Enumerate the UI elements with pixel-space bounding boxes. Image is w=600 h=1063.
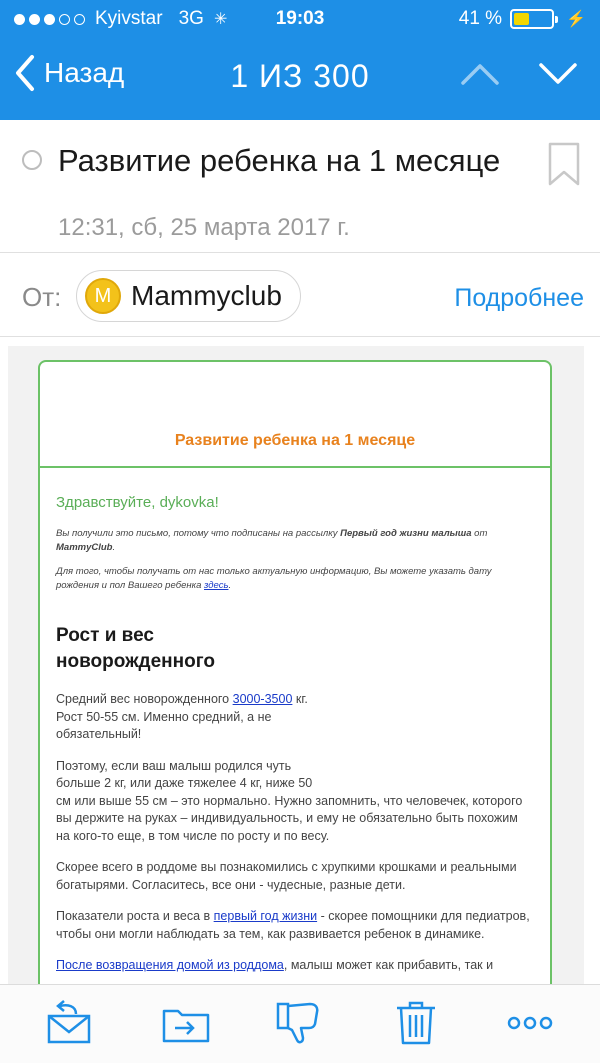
message-subject: Развитие ребенка на 1 месяце	[58, 143, 501, 178]
status-bar	[0, 0, 600, 40]
from-label: От:	[22, 282, 62, 312]
email-title: Развитие ребенка на 1 месяце	[174, 432, 416, 449]
bottom-toolbar	[0, 984, 600, 1063]
from-divider	[0, 336, 600, 337]
move-to-folder-button[interactable]	[160, 997, 212, 1049]
sender-chip[interactable]	[76, 270, 301, 322]
section-title: Рост и вес новорожденного	[56, 625, 216, 672]
email-greeting: Здравствуйте, dykovka!	[56, 494, 219, 511]
header-divider	[0, 252, 600, 253]
more-icon	[506, 1015, 554, 1031]
message-header	[0, 120, 600, 250]
status-time: 19:03	[275, 8, 325, 29]
email-body	[8, 346, 584, 986]
activity-spinner-icon: ✳	[213, 11, 228, 28]
birthdate-note: Для того, чтобы получать от нас только актуальную информацию, Вы можете указать дату рождения и пол Вашего ребенка здесь.	[56, 566, 492, 591]
status-right	[459, 8, 586, 30]
first-year-link[interactable]: первый год жизни	[213, 909, 318, 923]
weight-link[interactable]: 3000-3500	[232, 692, 293, 706]
next-message-button[interactable]	[538, 62, 578, 91]
spam-button[interactable]	[272, 997, 324, 1049]
paragraph-normal: Поэтому, если ваш малыш родился чуть больше 2 кг, или даже тяжелее 4 кг, ниже 50 см или выше 55 см – это нормально. Нужно запомнить, что человечек, которого вы держите на руках – индивидуальность, и ему не обязательно быть похожим на кого-то еще, в том числе по росту и по весу.	[56, 758, 523, 843]
thumbs-down-icon	[274, 1000, 322, 1046]
subscription-note: Вы получили это письмо, потому что подписаны на рассылку Первый год жизни малыша от MammyClub.	[56, 528, 488, 553]
charging-bolt-icon: ⚡	[566, 11, 586, 28]
trash-icon	[394, 999, 438, 1047]
back-label: Назад	[44, 57, 125, 88]
carrier-name: Kyivstar	[95, 8, 163, 29]
top-bar	[0, 0, 600, 120]
details-link[interactable]: Подробнее	[454, 284, 584, 312]
bookmark-icon	[548, 142, 580, 186]
reply-button[interactable]	[44, 997, 96, 1049]
from-row	[0, 262, 600, 332]
chevron-down-icon	[538, 62, 578, 86]
message-date: 12:31, сб, 25 марта 2017 г.	[58, 214, 350, 241]
paragraph-pediatrics: Показатели роста и веса в первый год жизни - скорее помощники для педиатров, чтобы они могли наблюдать за тем, как развивается ребенок в динамике.	[56, 909, 530, 941]
birthdate-link[interactable]: здесь	[204, 580, 229, 591]
after-return-link[interactable]: После возвращения домой из роддома	[56, 958, 284, 972]
delete-button[interactable]	[390, 997, 442, 1049]
message-counter: 1 ИЗ 300	[230, 58, 370, 94]
paragraph-maternity: Скорее всего в роддоме вы познакомились с хрупкими крошками и реальными богатырями. Согласитесь, все они - чудесные, разные дети.	[56, 860, 517, 892]
battery-icon	[510, 9, 554, 29]
battery-fill	[514, 13, 529, 25]
reply-mail-icon	[46, 1000, 94, 1046]
bookmark-button[interactable]	[548, 142, 580, 191]
network-type: 3G	[178, 8, 204, 29]
paragraph-home: После возвращения домой из роддома, малыш может как прибавить, так и	[56, 958, 494, 972]
battery-percent: 41 %	[458, 8, 503, 29]
paragraph-weight: Средний вес новорожденного 3000-3500 кг. Рост 50-55 см. Именно средний, а не обязательный!	[56, 692, 308, 741]
nav-bar	[0, 46, 600, 110]
email-content	[40, 468, 550, 975]
unread-indicator-icon[interactable]	[22, 150, 42, 170]
sender-name: Mammyclub	[131, 280, 282, 311]
email-title-box	[40, 362, 550, 468]
chevron-up-icon	[460, 62, 500, 86]
more-button[interactable]	[504, 997, 556, 1049]
previous-message-button[interactable]	[460, 62, 500, 91]
email-card	[38, 360, 552, 986]
move-to-folder-icon	[161, 1001, 211, 1045]
sender-avatar: M	[85, 278, 121, 314]
